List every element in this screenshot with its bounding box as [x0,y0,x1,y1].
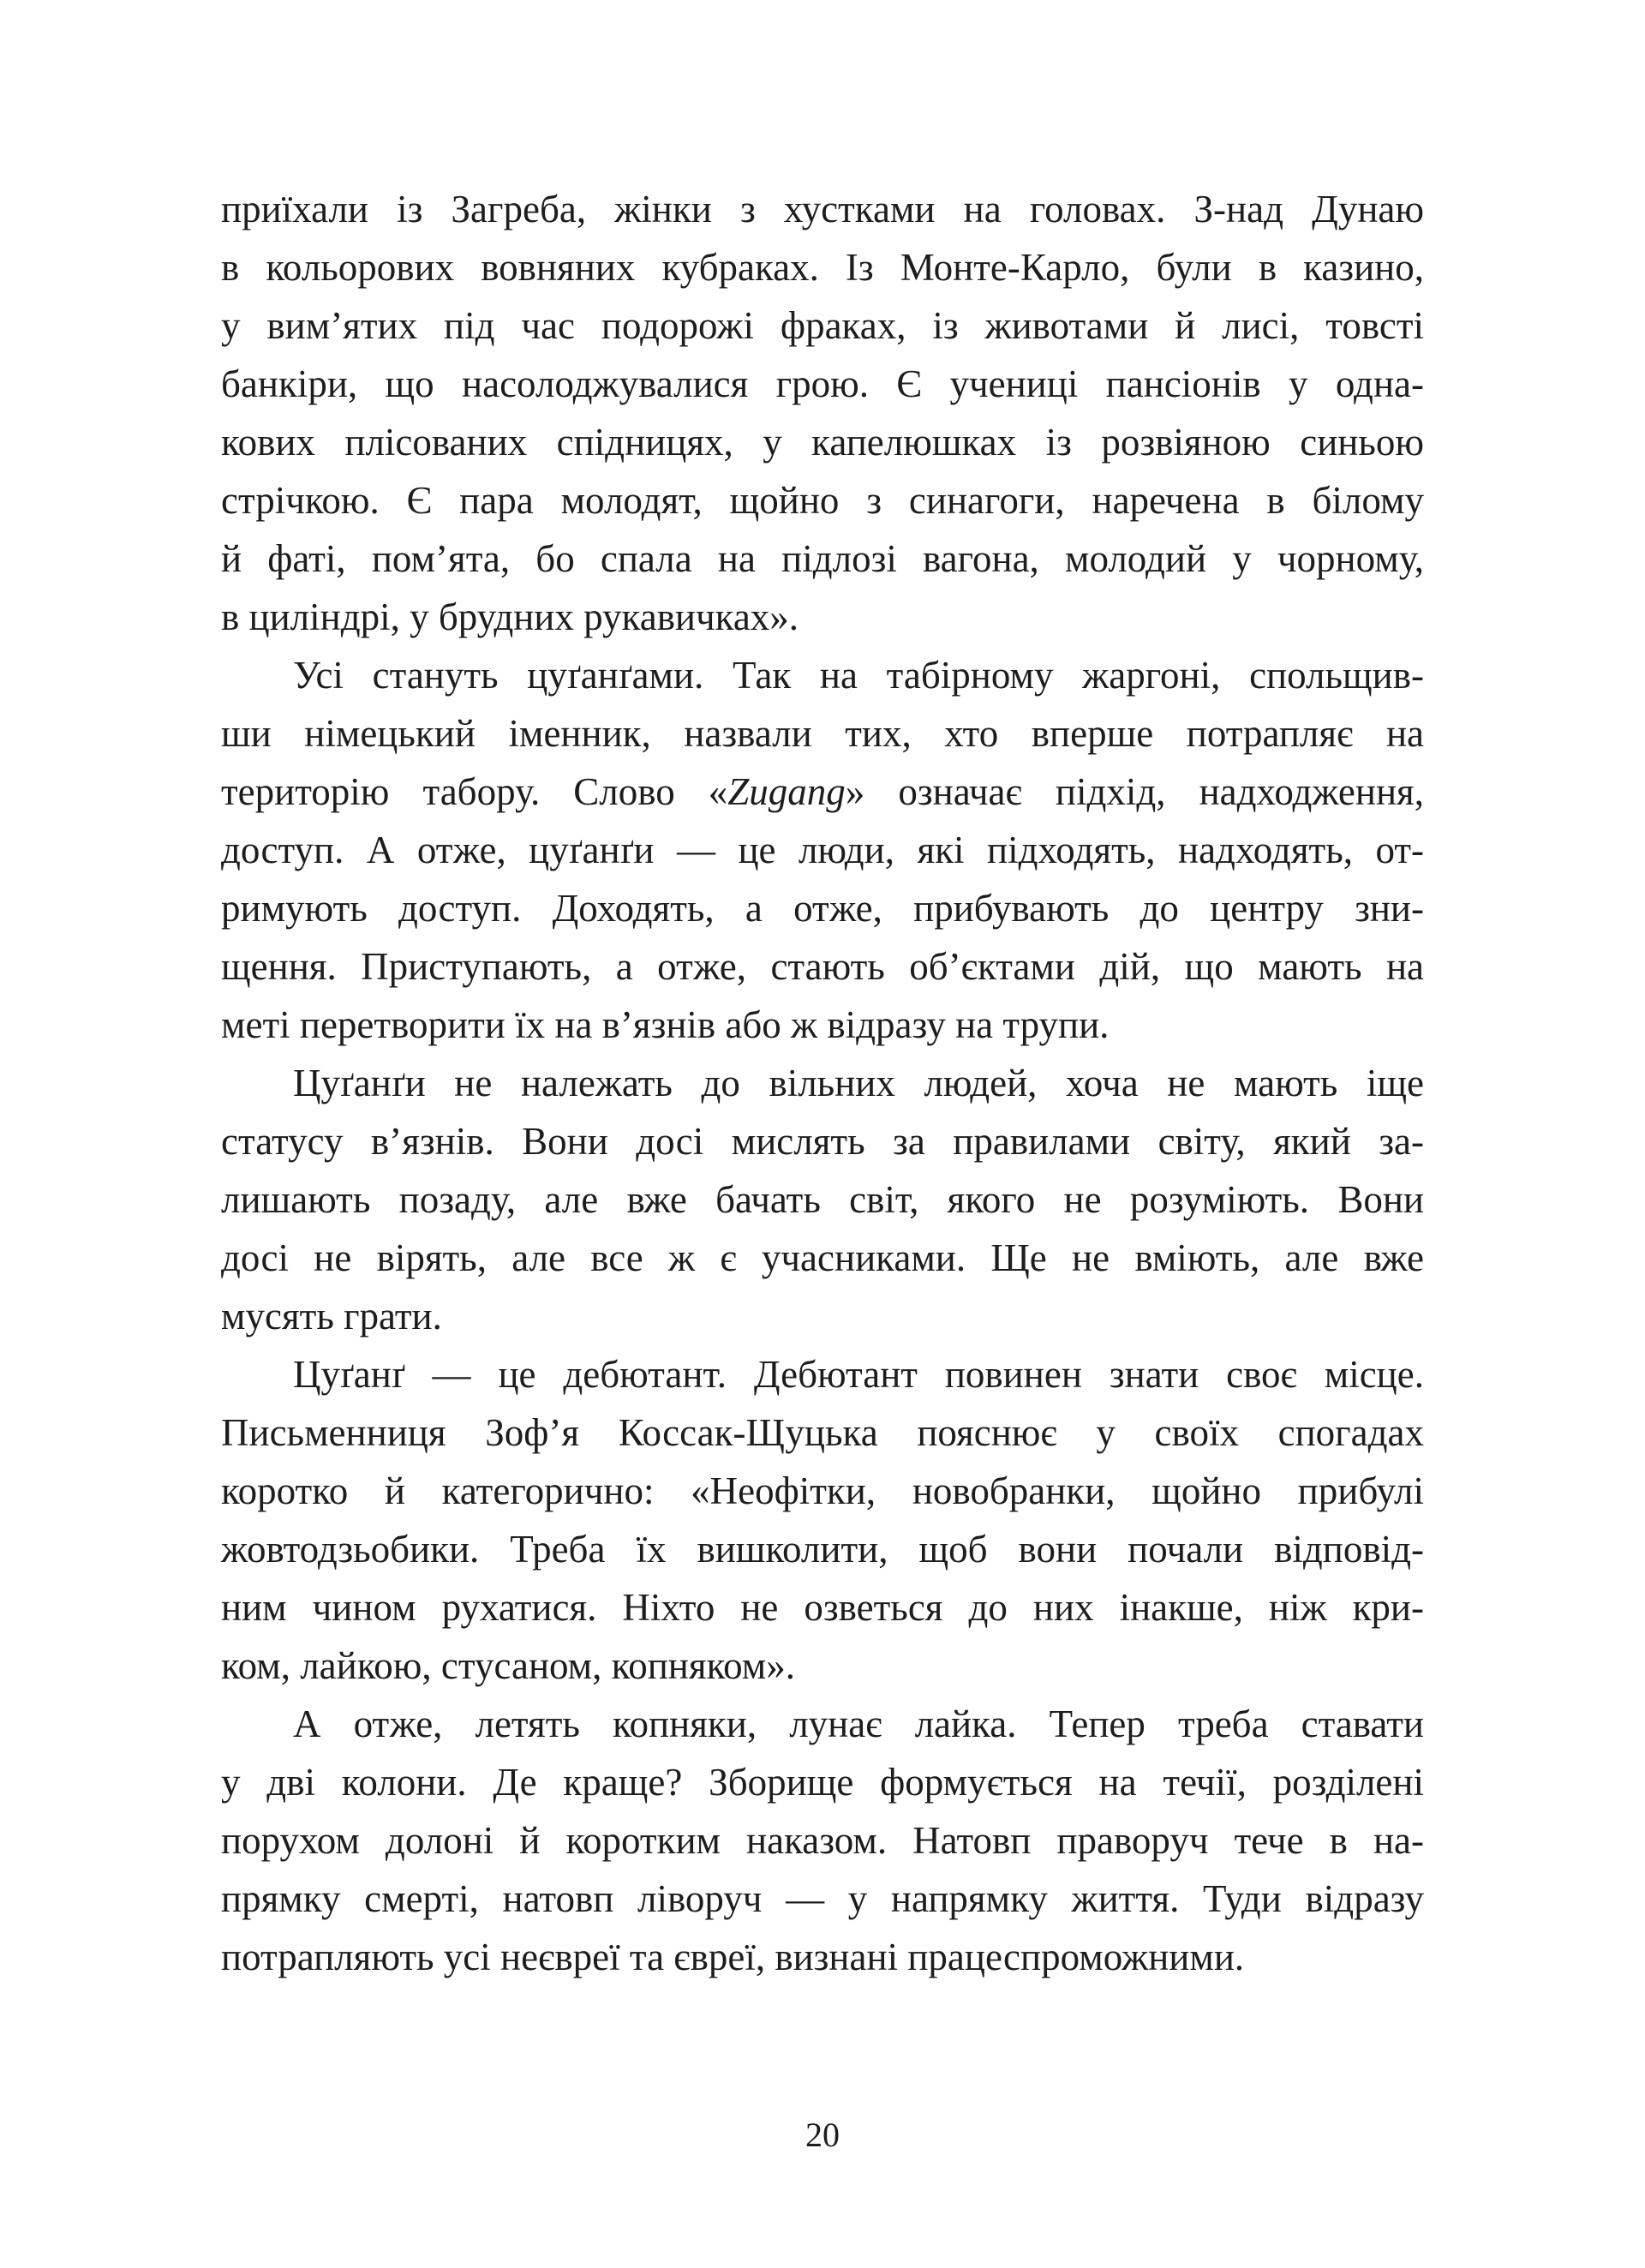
text-line: ши німецький іменник, назвали тих, хто вперше потрапляє на [221,712,1424,755]
text-line: банкіри, що насолоджувалися грою. Є учениці пансіонів у одна- [221,362,1424,405]
text-line: кових плісованих спідницях, у капелюшках із розвіяною синьою [221,421,1424,464]
text-line: ним чином рухатися. Ніхто не озветься до них інакше, ніж кри- [221,1586,1424,1629]
text-line: Письменниця Зоф’я Коссак-Щуцька пояснює у своїх спогадах [221,1411,1424,1454]
text-line: А отже, летять копняки, лунає лайка. Тепер треба ставати [293,1702,1424,1745]
text-line: жовтодзьобики. Треба їх вишколити, щоб вони почали відповід- [221,1528,1424,1571]
text-line: в циліндрі, у брудних рукавичках». [221,595,799,638]
paragraph [221,1054,1424,1345]
text-line: лишають позаду, але вже бачать світ, якого не розуміють. Вони [221,1178,1424,1221]
paragraph [221,1695,1424,1986]
text-line: приїхали із Загреба, жінки з хустками на головах. З-над Дунаю [221,188,1424,230]
paragraph [221,180,1424,646]
text-line: римують доступ. Доходять, а отже, прибувають до центру зни- [221,887,1424,930]
text-line: меті перетворити їх на в’язнів або ж відразу на трупи. [221,1003,1110,1046]
paragraph [221,646,1424,1054]
text-line: Цуґанґи не належать до вільних людей, хоча не мають іще [293,1062,1424,1104]
text-line: Цуґанґ — це дебютант. Дебютант повинен знати своє місце. [293,1353,1424,1396]
text-line: Усі стануть цуґанґами. Так на табірному жаргоні, спольщив- [293,654,1424,697]
text-line: у дві колони. Де краще? Зборище формується на течії, розділені [221,1761,1424,1804]
text-line: стрічкою. Є пара молодят, щойно з синагоги, наречена в білому [221,479,1424,522]
text-line: порухом долоні й коротким наказом. Натовп праворуч тече в на- [221,1819,1424,1862]
text-line: потрапляють усі неєвреї та євреї, визнані працеспроможними. [221,1936,1245,1978]
text-line: щення. Приступають, а отже, стають об’єктами дій, що мають на [221,945,1424,988]
text-line: й фаті, пом’ята, бо спала на підлозі вагона, молодий у чорному, [221,537,1424,580]
text-line: територію табору. Слово «Zugang» означає підхід, надходження, [221,770,1424,813]
text-line: доступ. А отже, цуґанґи — це люди, які підходять, надходять, от- [221,829,1424,871]
text-line: мусять грати. [221,1295,442,1337]
text-block [221,180,1424,1986]
text-line: статусу в’язнів. Вони досі мислять за правилами світу, який за- [221,1120,1424,1163]
page-number: 20 [805,2115,840,2154]
text-line: прямку смерті, натовп ліворуч — у напрямку життя. Туди відразу [221,1877,1424,1920]
text-line: в кольорових вовняних кубраках. Із Монте-Карло, були в казино, [221,246,1424,289]
text-line: коротко й категорично: «Неофітки, новобранки, щойно прибулі [221,1469,1424,1512]
text-line: досі не вірять, але все ж є учасниками. Ще не вміють, але вже [221,1236,1424,1279]
text-line: у вим’ятих під час подорожі фраках, із животами й лисі, товсті [221,304,1424,347]
paragraph [221,1345,1424,1695]
text-line: ком, лайкою, стусаном, копняком». [221,1644,796,1687]
